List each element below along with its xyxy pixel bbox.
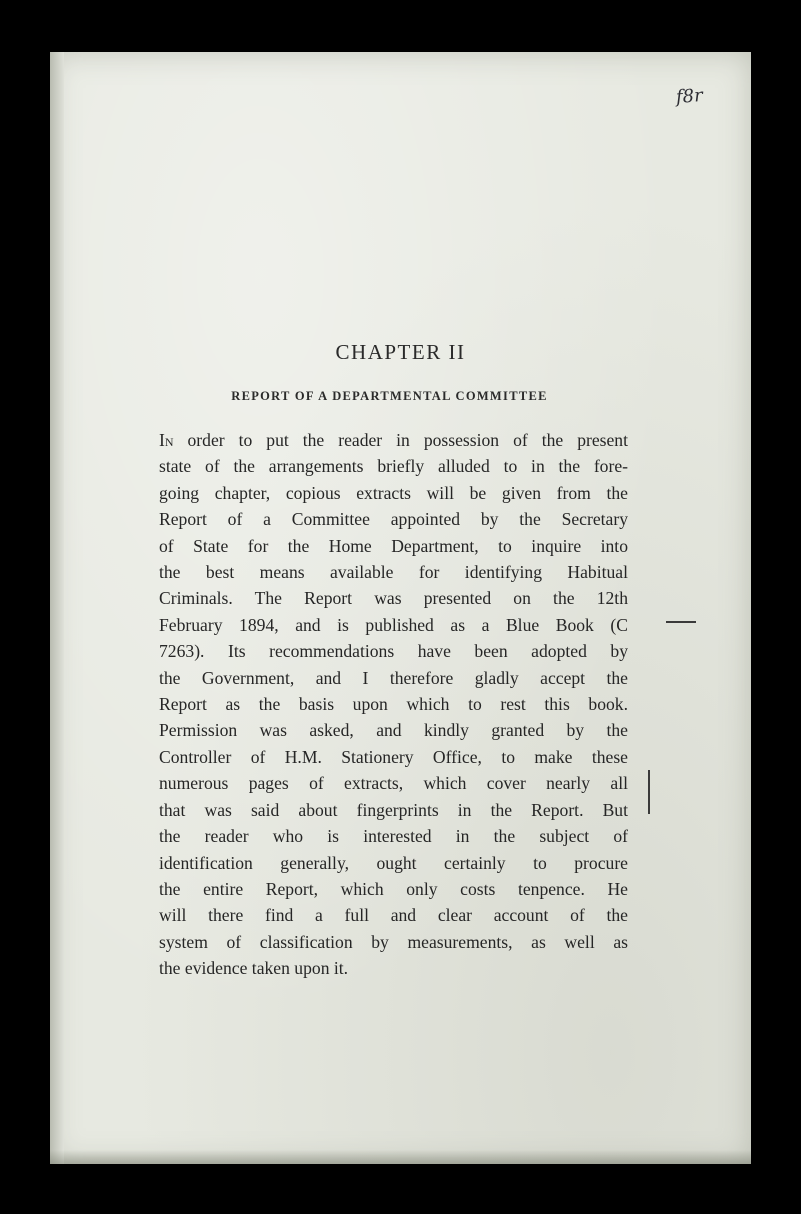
- text-line: identification generally, ought certainly to procure: [159, 852, 628, 873]
- text-line: the Government, and I therefore gladly accept the: [159, 667, 628, 688]
- margin-pencil-bracket: [648, 770, 650, 814]
- handwritten-folio-number: f8r: [675, 85, 704, 108]
- text-line: state of the arrangements briefly alluded to in the fore-: [159, 456, 628, 477]
- text-line: Report of a Committee appointed by the Secretary: [159, 509, 628, 530]
- text-line: numerous pages of extracts, which cover nearly all: [159, 773, 628, 794]
- text-line: [159, 427, 628, 453]
- text-line: the evidence taken upon it.: [159, 958, 349, 979]
- drop-word: In: [159, 430, 174, 450]
- text-line: that was said about fingerprints in the Report. But: [159, 799, 628, 820]
- text-line: 7263). Its recommendations have been adopted by: [159, 641, 628, 662]
- text-line: going chapter, copious extracts will be given from the: [159, 482, 628, 503]
- margin-pencil-dash: [666, 621, 696, 623]
- text-line-content: order to put the reader in possession of the present: [173, 430, 628, 450]
- chapter-title: CHAPTER II: [335, 340, 466, 364]
- text-line: system of classification by measurements, as well as: [159, 931, 628, 952]
- text-line: will there find a full and clear account of the: [159, 905, 628, 926]
- chapter-subtitle: REPORT OF A DEPARTMENTAL COMMITTEE: [231, 389, 548, 403]
- text-line: Permission was asked, and kindly granted by the: [159, 720, 628, 741]
- text-line: the reader who is interested in the subject of: [159, 826, 628, 847]
- body-paragraph: [159, 427, 628, 982]
- text-line: of State for the Home Department, to inquire into: [159, 535, 628, 556]
- text-line: February 1894, and is published as a Blue Book (C: [159, 614, 628, 635]
- text-line: Controller of H.M. Stationery Office, to make these: [159, 746, 628, 767]
- page-bottom-shadow: [50, 1150, 751, 1164]
- text-line: Report as the basis upon which to rest this book.: [159, 694, 628, 715]
- page-binding-edge: [50, 52, 64, 1164]
- text-line: the best means available for identifying Habitual: [159, 562, 628, 583]
- text-line: Criminals. The Report was presented on the 12th: [159, 588, 628, 609]
- text-line: the entire Report, which only costs tenpence. He: [159, 878, 628, 899]
